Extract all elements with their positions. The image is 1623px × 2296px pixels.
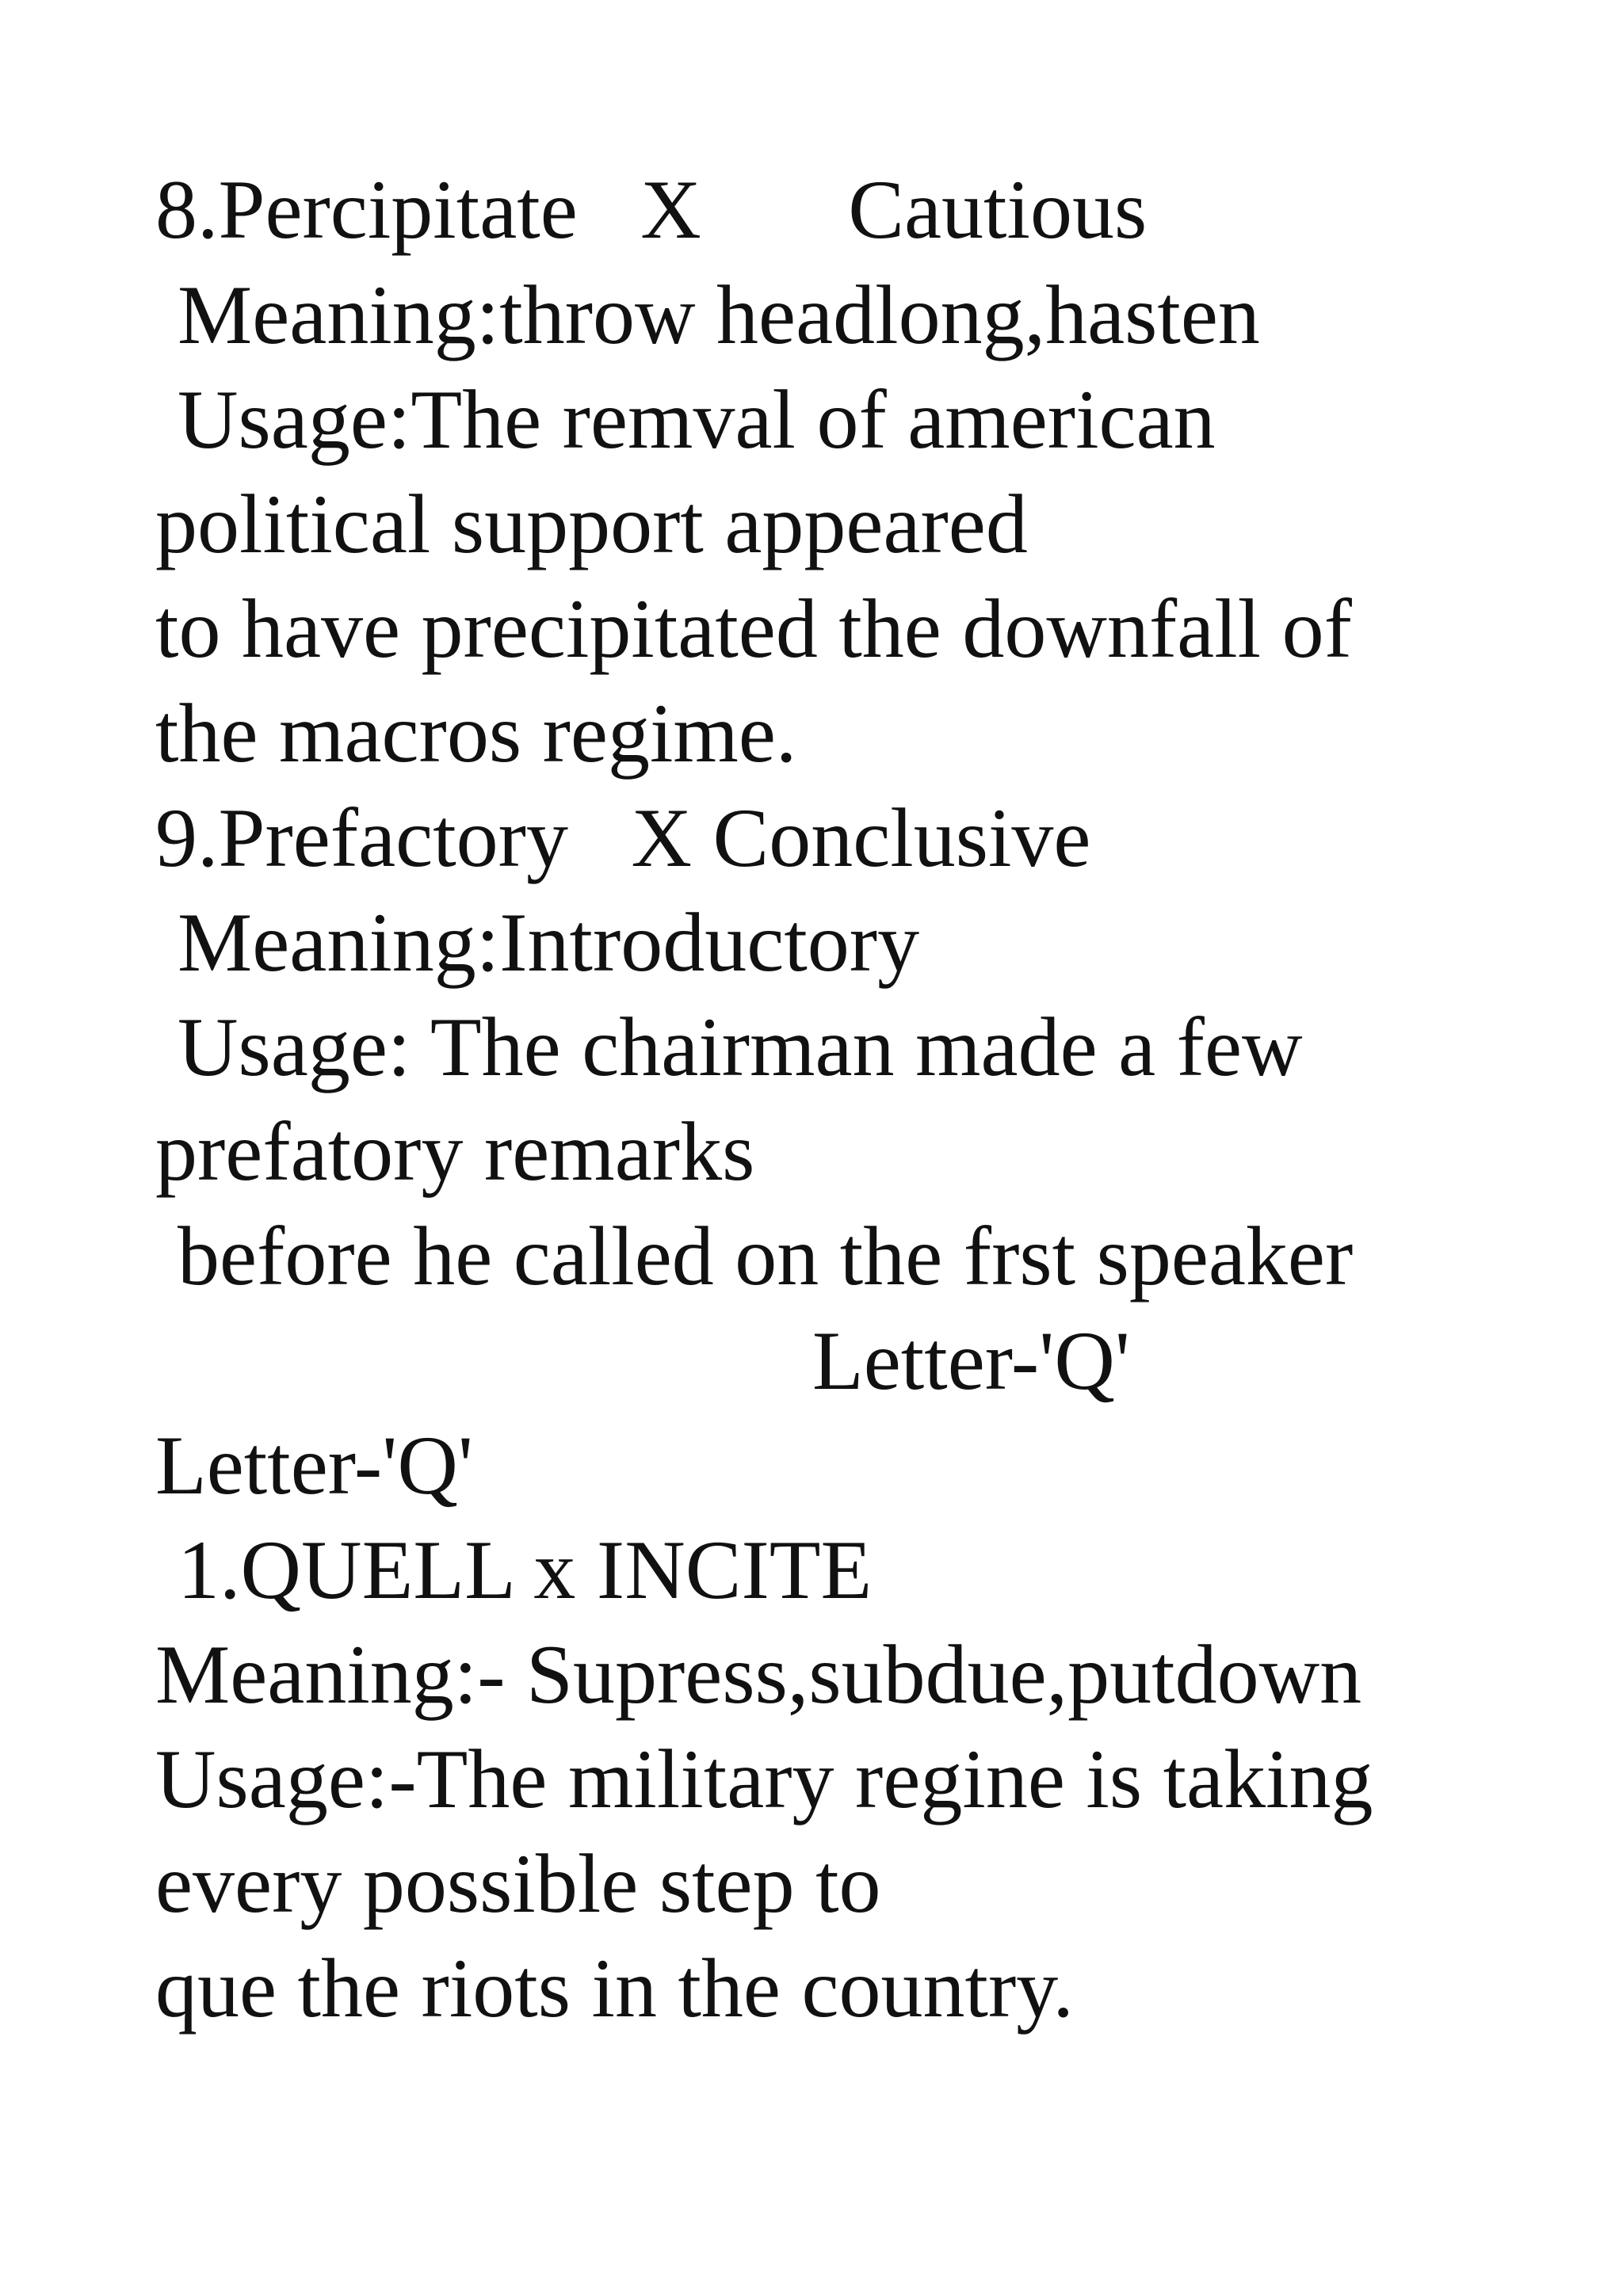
entry-9-usage-line-1: Usage: The chairman made a few [178,1001,1303,1093]
entry-8-heading: 8.Percipitate X Cautious [155,163,1148,256]
entry-1-heading: 1.QUELL x INCITE [178,1524,873,1616]
entry-9-usage-line-2: prefatory remarks [155,1105,755,1198]
entry-8-usage-line-4: the macros regime. [155,687,797,780]
entry-9-meaning: Meaning:Introductory [178,896,920,989]
entry-1-usage-line-1: Usage:-The military regine is taking [155,1733,1373,1825]
entry-1-usage-line-2: every possible step to [155,1837,881,1930]
entry-9-usage-line-3: before he called on the frst speaker [178,1210,1354,1302]
entry-8-usage-line-1: Usage:The remval of american [178,373,1216,466]
entry-1-meaning: Meaning:- Supress,subdue,putdown [155,1628,1362,1721]
entry-1-usage-line-3: que the riots in the country. [155,1942,1074,2035]
section-heading: Letter-'Q' [155,1419,473,1512]
entry-8-meaning: Meaning:throw headlong,hasten [178,269,1260,361]
entry-8-usage-line-3: to have precipitated the downfall of [155,582,1352,675]
entry-8-usage-line-2: political support appeared [155,478,1028,570]
entry-9-heading: 9.Prefactory X Conclusive [155,791,1091,884]
section-heading-right: Letter-'Q' [812,1314,1130,1407]
